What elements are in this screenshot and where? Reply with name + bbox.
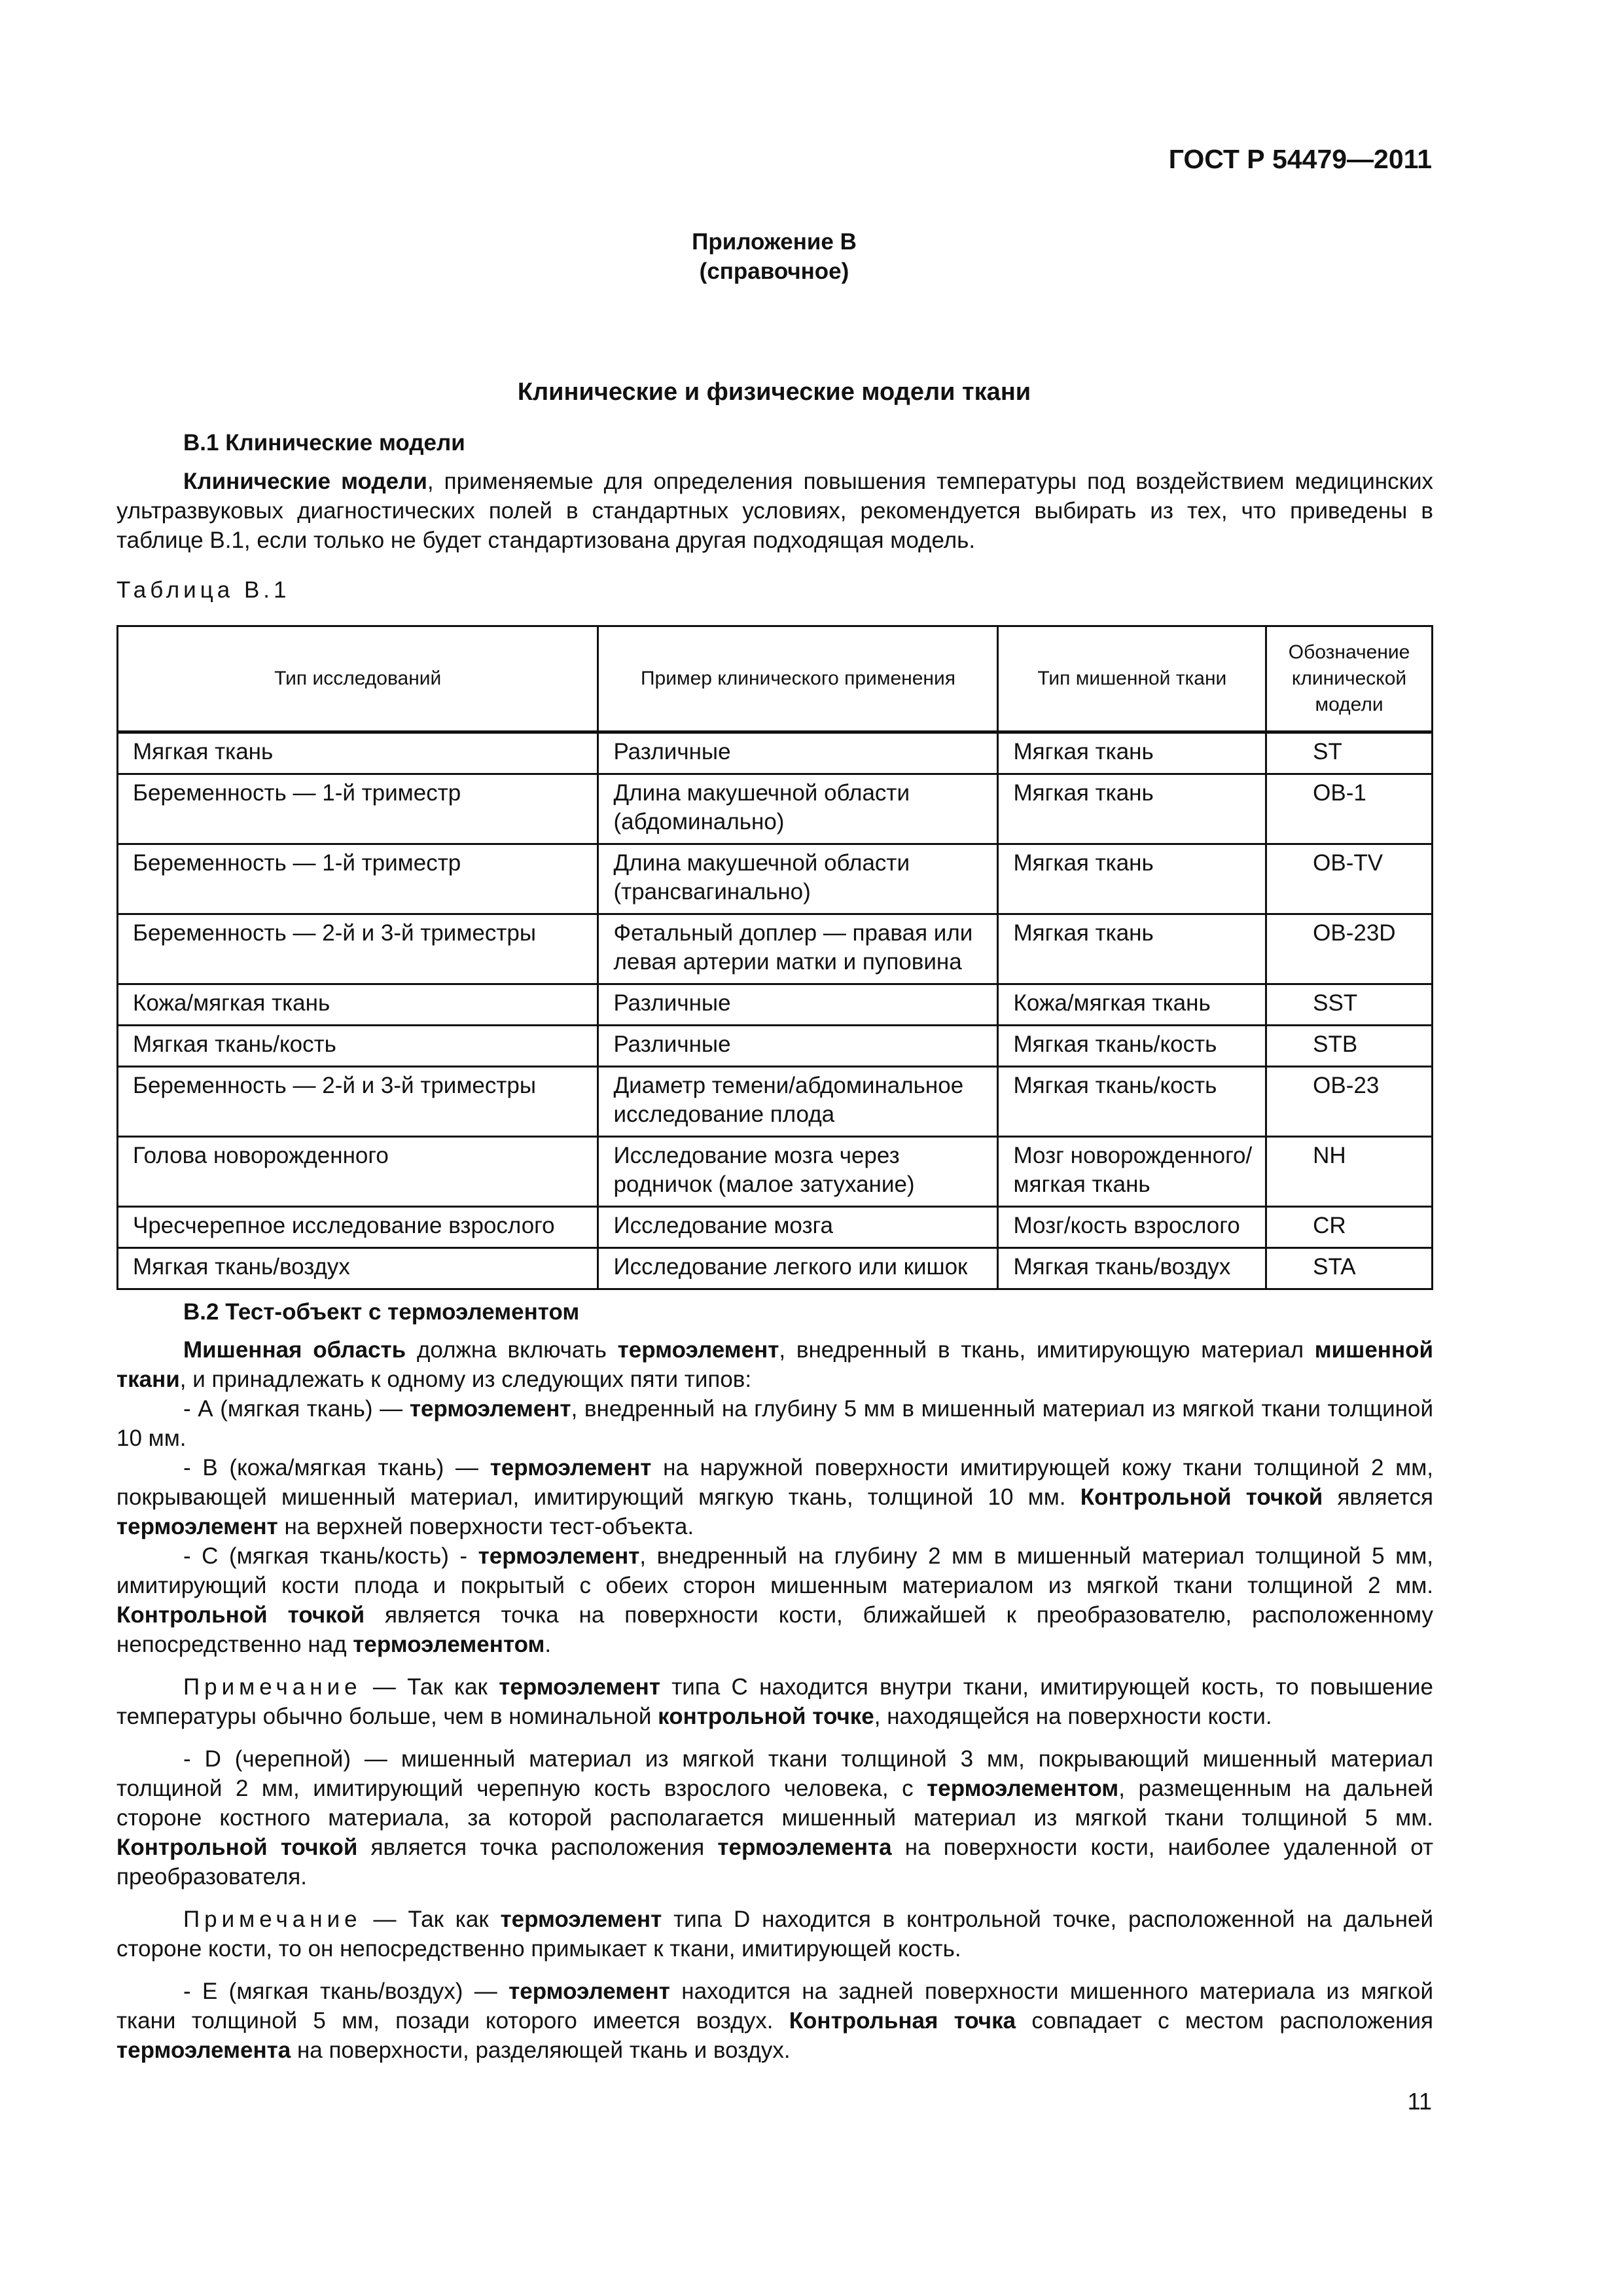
table-row <box>118 1248 1433 1289</box>
paragraph-target-area <box>116 1335 1433 1394</box>
text-run: на верхней поверхности тест-объекта. <box>277 1514 694 1539</box>
appendix-title: Приложение В <box>692 229 857 255</box>
table-cell: NH <box>1266 1137 1433 1207</box>
table-cell: Мозг/кость взрослого <box>998 1207 1266 1248</box>
table-cell: Мягкая ткань <box>998 774 1266 844</box>
note-label: Примечание <box>183 1907 362 1932</box>
table-cell: OB-23D <box>1266 914 1433 984</box>
table-cell: Мягкая ткань/кость <box>998 1026 1266 1067</box>
appendix-subtitle: (справочное) <box>699 259 849 284</box>
note-2 <box>116 1905 1433 1964</box>
text-run: , внедренный в ткань, имитирующую материал <box>779 1337 1315 1363</box>
table-cell: Различные <box>598 732 998 774</box>
table-cell: Исследование мозга через родничок (малое затухание) <box>598 1137 998 1207</box>
term: Мишенная область <box>183 1337 406 1363</box>
table-cell: Мягкая ткань <box>118 732 598 774</box>
table-cell: Чресчерепное исследование взрослого <box>118 1207 598 1248</box>
section-b1-text: , применяемые для определения повышения температуры под воздействием медицинских ультразвуковых диагностических полей в стандартных условиях, рекомендуется выбирать из тех, что приведены в таблице В.1, если только не будет стандартизована другая подходящая модель. <box>116 469 1433 553</box>
table-cell: SST <box>1266 984 1433 1026</box>
text-run: . <box>544 1632 552 1657</box>
text-run: типа С находится внутри ткани, имитирующей кость, то повышение температуры обычно больше, чем в номинальной <box>116 1674 1433 1729</box>
column-header: Тип исследований <box>118 626 598 732</box>
term: термоэлемент <box>409 1396 571 1422</box>
table-cell: ST <box>1266 732 1433 774</box>
section-b2-body <box>116 1335 1433 2065</box>
table-cell: Мозг новорожденного/ мягкая ткань <box>998 1137 1266 1207</box>
text-run: — Так как <box>361 1907 501 1932</box>
term: термоэлемент <box>499 1674 660 1700</box>
table-cell: Мягкая ткань/воздух <box>118 1248 598 1289</box>
text-run: типа D находится в контрольной точке, расположенной на дальней стороне кости, то он непосредственно примыкает к ткани, имитирующей кость. <box>116 1907 1434 1962</box>
table-cell: Кожа/мягкая ткань <box>118 984 598 1026</box>
paragraph-type-c <box>116 1541 1433 1659</box>
table-cell: Мягкая ткань <box>998 914 1266 984</box>
table-cell: Мягкая ткань <box>998 732 1266 774</box>
term: термоэлементом <box>927 1776 1119 1801</box>
section-b1-paragraph <box>116 467 1433 555</box>
note-1 <box>116 1672 1433 1731</box>
text-run: совпадает с местом расположения <box>1016 2008 1434 2034</box>
clinical-models-table <box>116 625 1433 1290</box>
term: термоэлементом <box>353 1632 545 1657</box>
section-heading-b1: В.1 Клинические модели <box>183 430 465 456</box>
column-header: Обозначение клинической модели <box>1266 626 1433 732</box>
text-run: на наружной поверхности имитирующей кожу ткани толщиной 2 мм, покрывающей мишенный материал, имитирующий мягкую ткань, толщиной 10 мм. <box>116 1455 1433 1510</box>
term: термоэлемент <box>508 1979 670 2004</box>
text-run: является точка расположения <box>357 1835 718 1860</box>
table-cell: STA <box>1266 1248 1433 1289</box>
text-run: - С (мягкая ткань/кость) - <box>183 1543 478 1569</box>
text-run: - А (мягкая ткань) — <box>183 1396 410 1422</box>
table-caption: Таблица В.1 <box>116 577 291 603</box>
term: Контрольная точка <box>789 2008 1016 2034</box>
table-row <box>118 732 1433 774</box>
table-row <box>118 1026 1433 1067</box>
text-run: — Так как <box>361 1674 499 1700</box>
text-run: - В (кожа/мягкая ткань) — <box>183 1455 490 1480</box>
table-cell: CR <box>1266 1207 1433 1248</box>
table-cell: Исследование мозга <box>598 1207 998 1248</box>
section-heading-b2: В.2 Тест-объект с термоэлементом <box>183 1299 580 1325</box>
page-number: 11 <box>1407 2088 1432 2115</box>
paragraph-type-e <box>116 1977 1433 2065</box>
table-cell: Диаметр темени/абдоминальное исследование плода <box>598 1067 998 1137</box>
term: термоэлемента <box>717 1835 892 1860</box>
table-cell: Различные <box>598 984 998 1026</box>
text-run: , и принадлежать к одному из следующих пяти типов: <box>179 1367 752 1392</box>
table-row <box>118 984 1433 1026</box>
term: термоэлемент <box>478 1543 640 1569</box>
term: мишенной ткани <box>116 1337 1433 1392</box>
document-title: Клинические и физические модели ткани <box>517 378 1031 406</box>
table-cell: OB-23 <box>1266 1067 1433 1137</box>
text-run: - E (мягкая ткань/воздух) — <box>183 1979 509 2004</box>
table-cell: Беременность — 1-й триместр <box>118 844 598 914</box>
table-row <box>118 914 1433 984</box>
paragraph-type-d <box>116 1744 1433 1892</box>
table-cell: Различные <box>598 1026 998 1067</box>
term: контрольной точке <box>658 1704 874 1729</box>
table-row <box>118 1207 1433 1248</box>
table-cell: Голова новорожденного <box>118 1137 598 1207</box>
term-clinical-models: Клинические модели <box>183 469 427 494</box>
table-row <box>118 1137 1433 1207</box>
note-label: Примечание <box>183 1674 362 1700</box>
table-cell: Мягкая ткань <box>998 844 1266 914</box>
text-run: на поверхности, разделяющей ткань и воздух. <box>291 2037 791 2063</box>
table-cell: Беременность — 1-й триместр <box>118 774 598 844</box>
term: Контрольной точкой <box>1080 1484 1323 1510</box>
table-cell: OB-1 <box>1266 774 1433 844</box>
term: Контрольной точкой <box>116 1602 365 1628</box>
table-row <box>118 774 1433 844</box>
term: термоэлемент <box>490 1455 652 1480</box>
text-run: на поверхности кости, наиболее удаленной от преобразователя. <box>116 1835 1433 1890</box>
text-run: , внедренный на глубину 2 мм в мишенный материал толщиной 5 мм, имитирующий кости плода и покрытый с обеих сторон мишенным материалом из мягкой ткани толщиной 2 мм. <box>116 1543 1433 1598</box>
column-header: Тип мишенной ткани <box>998 626 1266 732</box>
table-cell: OB-TV <box>1266 844 1433 914</box>
table-cell: Беременность — 2-й и 3-й триместры <box>118 914 598 984</box>
table-cell: Мягкая ткань/кость <box>118 1026 598 1067</box>
table-cell: Длина макушечной области (абдоминально) <box>598 774 998 844</box>
table-row <box>118 844 1433 914</box>
table-cell: Фетальный доплер — правая или левая артерии матки и пуповина <box>598 914 998 984</box>
paragraph-type-b <box>116 1453 1433 1541</box>
term: термоэлемент <box>617 1337 779 1363</box>
term: термоэлемент <box>116 1514 278 1539</box>
text-run: - D (черепной) — мишенный материал из мягкой ткани толщиной 3 мм, покрывающий мишенный материал толщиной 2 мм, имитирующий черепную кость взрослого человека, с <box>116 1746 1433 1801</box>
table-cell: Исследование легкого или кишок <box>598 1248 998 1289</box>
table-cell: Беременность — 2-й и 3-й триместры <box>118 1067 598 1137</box>
text-run: , внедренный на глубину 5 мм в мишенный материал из мягкой ткани толщиной 10 мм. <box>116 1396 1433 1451</box>
text-run: , размещенным на дальней стороне костного материала, за которой располагается мишенный материал из мягкой ткани толщиной 5 мм. <box>116 1776 1434 1831</box>
table-cell: Кожа/мягкая ткань <box>998 984 1266 1026</box>
paragraph-type-a <box>116 1394 1433 1453</box>
table-row <box>118 1067 1433 1137</box>
text-run: является точка на поверхности кости, ближайшей к преобразователю, расположенному непосредственно над <box>116 1602 1433 1657</box>
table-header-row <box>118 626 1433 732</box>
table-cell: Длина макушечной области (трансвагинально) <box>598 844 998 914</box>
table-cell: Мягкая ткань/воздух <box>998 1248 1266 1289</box>
column-header: Пример клинического применения <box>598 626 998 732</box>
text-run: должна включать <box>406 1337 618 1363</box>
term: термоэлемент <box>500 1907 662 1932</box>
table-cell: Мягкая ткань/кость <box>998 1067 1266 1137</box>
text-run: является <box>1323 1484 1433 1510</box>
term: Контрольной точкой <box>116 1835 358 1860</box>
text-run: находится на задней поверхности мишенного материала из мягкой ткани толщиной 5 мм, позади которого имеется воздух. <box>116 1979 1433 2034</box>
table-cell: STB <box>1266 1026 1433 1067</box>
text-run: , находящейся на поверхности кости. <box>874 1704 1272 1729</box>
term: термоэлемента <box>116 2037 291 2063</box>
standard-number: ГОСТ Р 54479—2011 <box>1168 144 1432 174</box>
